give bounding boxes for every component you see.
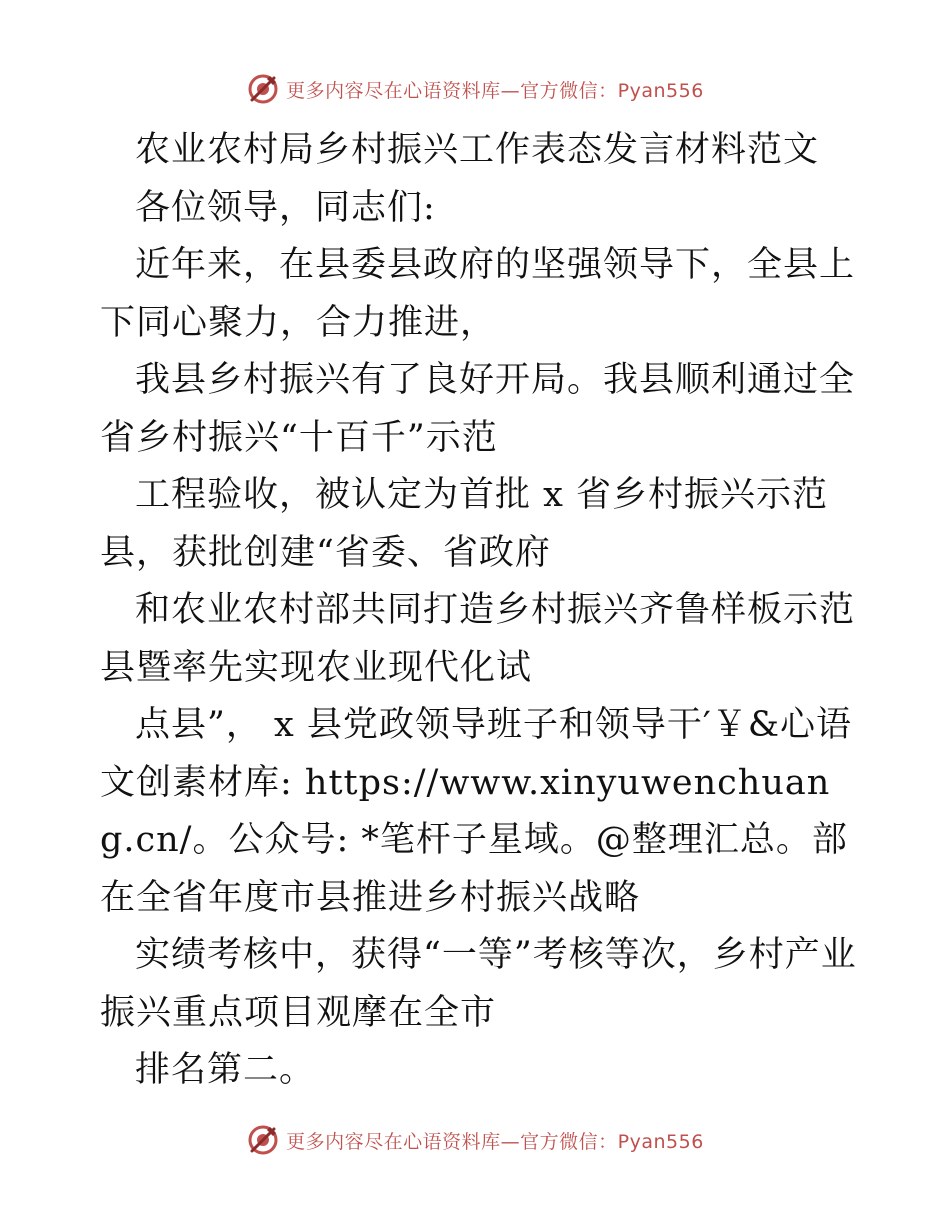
- paragraph: 近年来，在县委县政府的坚强领导下，全县上下同心聚力，合力推进，: [100, 245, 856, 343]
- paragraph: 工程验收，被认定为首批 x 省乡村振兴示范县，获批创建“省委、省政府: [100, 475, 828, 573]
- paragraph: 点县”， x 县党政领导班子和领导干′￥&心语文创素材库: https://www.xinyuwenchuang.cn/。公众号: *笔杆子星域。@整理汇总。部在全省年度市县推进乡村振兴战略: [100, 705, 852, 918]
- header-banner: [0, 72, 950, 106]
- banner-text: 更多内容尽在心语资料库—官方微信：Pyan556: [286, 1130, 704, 1153]
- paragraph: 我县乡村振兴有了良好开局。我县顺利通过全省乡村振兴“十百千”示范: [100, 360, 856, 458]
- banner-text: 更多内容尽在心语资料库—官方微信：Pyan556: [286, 79, 704, 102]
- paragraph: 和农业农村部共同打造乡村振兴齐鲁样板示范县暨率先实现农业现代化试: [100, 590, 856, 688]
- paragraph: 各位领导，同志们:: [135, 187, 436, 228]
- paragraph: 实绩考核中，获得“一等”考核等次，乡村产业振兴重点项目观摩在全市: [100, 935, 857, 1033]
- document-body: [100, 122, 860, 1100]
- brand-logo-icon: [246, 1123, 280, 1157]
- footer-banner: [0, 1123, 950, 1157]
- paragraph: 排名第二。: [135, 1050, 316, 1090]
- brand-logo-icon: [246, 72, 280, 106]
- document-title: 农业农村局乡村振兴工作表态发言材料范文: [135, 130, 820, 170]
